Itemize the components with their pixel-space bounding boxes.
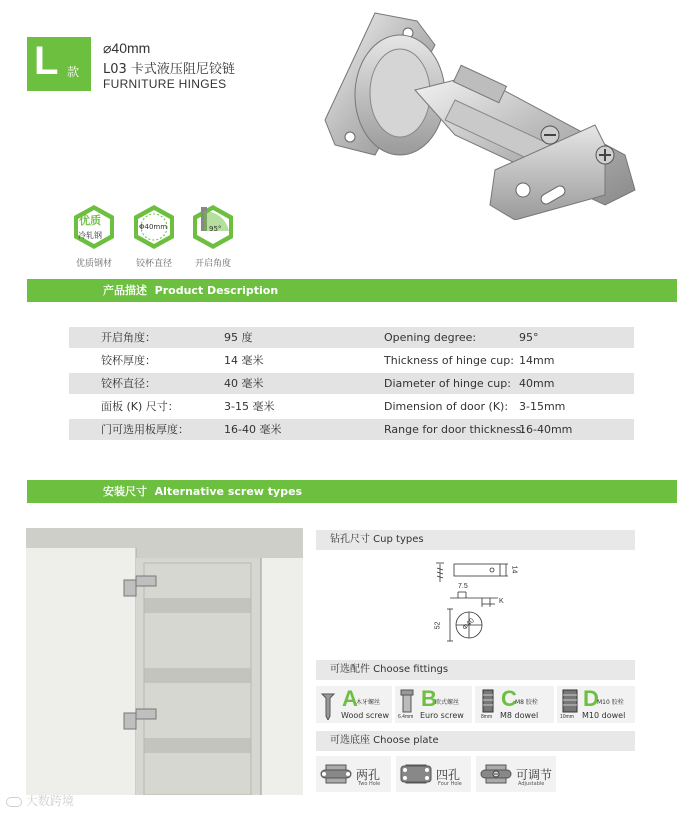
fitting-item bbox=[395, 686, 472, 723]
spec-cn-value: 16-40 毫米 bbox=[224, 423, 282, 436]
fittings-title: 可选配件 Choose fittings bbox=[316, 660, 635, 680]
spec-row bbox=[69, 396, 634, 417]
plate-cn: 可调节 bbox=[516, 768, 553, 782]
spec-cn-label: 面板 (K) 尺寸： bbox=[101, 400, 179, 413]
plate-item bbox=[316, 756, 391, 792]
euro-screw-icon bbox=[400, 689, 414, 713]
opening-angle-value: 95° bbox=[209, 225, 222, 233]
fitting-small: 欧式螺丝 bbox=[435, 699, 460, 706]
spec-cn-value: 95 度 bbox=[224, 331, 253, 344]
four-hole-plate-icon bbox=[399, 762, 433, 786]
dim-14: 14 bbox=[510, 565, 518, 574]
spec-row bbox=[69, 350, 634, 371]
section-screw-en: Alternative screw types bbox=[154, 485, 303, 498]
watermark bbox=[6, 792, 74, 809]
fitting-name: Wood screw bbox=[341, 711, 389, 720]
fitting-item bbox=[557, 686, 635, 723]
fitting-size: 10mm bbox=[560, 714, 574, 720]
plate-en: Two Hole bbox=[358, 781, 381, 787]
dim-7-5: 7.5 bbox=[458, 583, 468, 590]
fitting-letter: D bbox=[583, 686, 599, 711]
fitting-name: M10 dowel bbox=[582, 711, 626, 720]
plates-title: 可选底座 Choose plate bbox=[316, 731, 635, 751]
section-product-description bbox=[27, 279, 677, 302]
dim-52: 52 bbox=[434, 621, 442, 630]
spec-en-value: 16-40mm bbox=[519, 423, 573, 436]
plate-cn: 两孔 bbox=[356, 768, 381, 782]
feature-label-steel: 优质钢材 bbox=[75, 259, 112, 269]
badge-letter: L bbox=[34, 39, 59, 83]
quality-steel-bottom: 冷轧钢 bbox=[78, 231, 102, 240]
spec-en-label: Range for door thickness: bbox=[384, 423, 526, 436]
spec-row bbox=[69, 327, 634, 348]
hinge-diameter: ⌀40mm bbox=[103, 40, 151, 56]
model-title-cn: L03 卡式液压阻尼铰链 bbox=[103, 62, 235, 77]
spec-row bbox=[69, 419, 634, 440]
fitting-item bbox=[316, 686, 392, 723]
spec-cn-label: 门可选用板厚度： bbox=[101, 423, 189, 436]
plate-en: Four Hole bbox=[438, 781, 462, 787]
spec-cn-label: 铰杯直径： bbox=[101, 377, 156, 390]
section-product-en: Product Description bbox=[154, 284, 279, 297]
spec-en-label: Diameter of hinge cup: bbox=[384, 377, 511, 390]
m10-dowel-icon bbox=[562, 689, 578, 713]
two-hole-plate-icon bbox=[319, 762, 353, 786]
spec-en-label: Dimension of door (K): bbox=[384, 400, 509, 413]
fitting-size: 6.4mm bbox=[398, 714, 414, 720]
fitting-name: M8 dowel bbox=[500, 711, 539, 720]
spec-en-value: 14mm bbox=[519, 354, 555, 367]
spec-en-value: 40mm bbox=[519, 377, 555, 390]
fitting-small: M10 胶栓 bbox=[597, 699, 624, 706]
fitting-small: M8 胶栓 bbox=[515, 699, 538, 706]
cup-types-diagram bbox=[420, 552, 535, 657]
wood-screw-icon bbox=[320, 690, 336, 720]
section-product-cn: 产品描述 bbox=[103, 284, 147, 297]
watermark-icon bbox=[6, 797, 22, 807]
fitting-name: Euro screw bbox=[420, 711, 464, 720]
model-title-en: FURNITURE HINGES bbox=[103, 77, 227, 91]
dim-k: K bbox=[499, 598, 504, 605]
fitting-letter: C bbox=[501, 686, 517, 711]
spec-en-label: Opening degree: bbox=[384, 331, 477, 344]
section-screw-cn: 安装尺寸 bbox=[103, 485, 147, 498]
spec-en-label: Thickness of hinge cup: bbox=[384, 354, 514, 367]
spec-en-value: 3-15mm bbox=[519, 400, 566, 413]
plate-item bbox=[396, 756, 471, 792]
m8-dowel-icon bbox=[481, 689, 495, 713]
fitting-letter: B bbox=[421, 686, 437, 711]
spec-cn-value: 3-15 毫米 bbox=[224, 400, 275, 413]
fitting-small: 木牙螺丝 bbox=[356, 699, 381, 706]
cabinet-installation-image bbox=[26, 528, 303, 795]
hinge-product-image bbox=[305, 5, 665, 220]
series-badge bbox=[27, 37, 91, 91]
fitting-letter: A bbox=[342, 686, 358, 711]
feature-label-angle: 开启角度 bbox=[194, 259, 231, 269]
plate-en: Adjustable bbox=[518, 781, 545, 787]
feature-label-diameter: 铰杯直径 bbox=[135, 259, 172, 269]
spec-row bbox=[69, 373, 634, 394]
adjustable-plate-icon bbox=[479, 762, 513, 786]
spec-cn-label: 铰杯厚度： bbox=[101, 354, 156, 367]
cup-types-title: 钻孔尺寸 Cup types bbox=[316, 530, 635, 550]
spec-cn-value: 14 毫米 bbox=[224, 354, 264, 367]
fitting-item bbox=[475, 686, 554, 723]
plate-cn: 四孔 bbox=[436, 768, 461, 782]
fitting-size: 8mm bbox=[481, 714, 493, 720]
quality-steel-top: 优质 bbox=[79, 214, 101, 227]
section-screw-types bbox=[27, 480, 677, 503]
spec-cn-value: 40 毫米 bbox=[224, 377, 264, 390]
badge-sub: 款 bbox=[67, 65, 80, 79]
plate-item bbox=[476, 756, 556, 792]
spec-en-value: 95° bbox=[519, 331, 539, 344]
dim-40: Φ40 bbox=[461, 617, 476, 632]
cup-diameter-value: Φ40mm bbox=[139, 223, 168, 231]
spec-cn-label: 开启角度： bbox=[101, 331, 156, 344]
watermark-text: 大数跨境 bbox=[25, 794, 74, 808]
